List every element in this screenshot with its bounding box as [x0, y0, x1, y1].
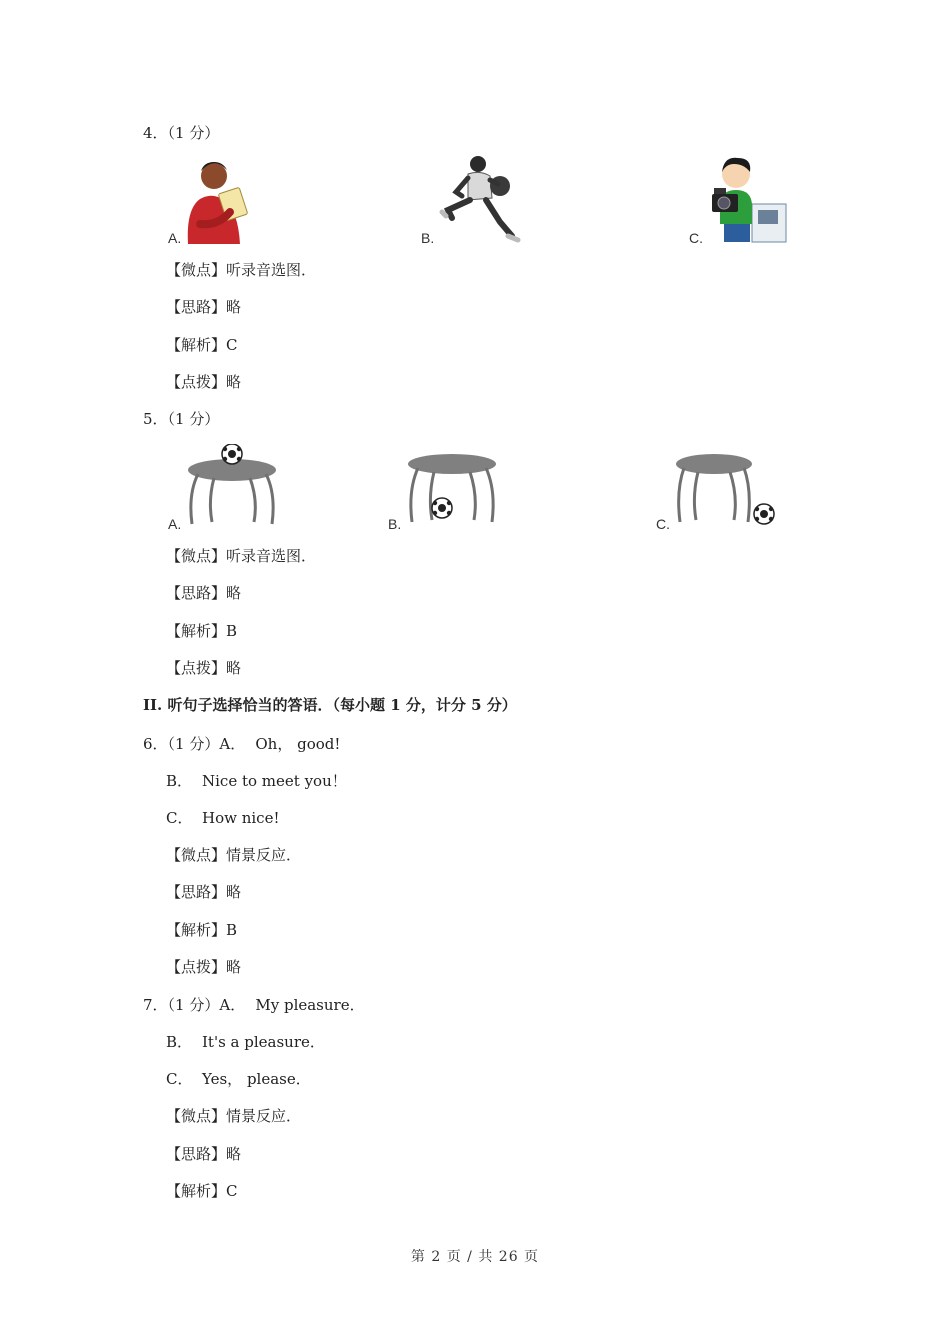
- q7-weidian: 【微点】情景反应．: [166, 1107, 302, 1125]
- q7-option-b: [166, 1032, 325, 1052]
- q7-option-b-text: It's a pleasure．: [202, 1033, 325, 1051]
- q6-weidian: 【微点】情景反应．: [166, 846, 302, 864]
- q5-weidian: 【微点】听录音选图．: [166, 547, 317, 565]
- q7-option-a-text: My pleasure．: [255, 996, 365, 1014]
- q5-dianbo: 【点拨】略: [166, 659, 242, 677]
- q6-silu: 【思路】略: [166, 883, 242, 901]
- q6-header-line: [143, 734, 340, 754]
- q6-option-b: [166, 771, 347, 791]
- q4-silu: 【思路】略: [166, 298, 242, 316]
- q6-header: 6．（1 分）: [143, 735, 220, 753]
- camera-boy-image: [704, 154, 790, 246]
- q5-header: 5．（1 分）: [143, 410, 220, 428]
- q4-header: 4．（1 分）: [143, 124, 220, 142]
- q6-option-a-letter: A．: [219, 735, 246, 753]
- basketball-player-image: [438, 152, 524, 244]
- q5-option-a-label: A.: [168, 516, 182, 532]
- q4-dianbo: 【点拨】略: [166, 373, 242, 391]
- q4-option-c-label: C.: [689, 230, 703, 246]
- page-footer: 第 2 页 / 共 26 页: [410, 1249, 540, 1265]
- q7-option-c: [166, 1069, 311, 1089]
- q5-silu: 【思路】略: [166, 584, 242, 602]
- q4-weidian: 【微点】听录音选图．: [166, 261, 317, 279]
- q7-silu: 【思路】略: [166, 1145, 242, 1163]
- q7-header-line: [143, 995, 365, 1015]
- q7-option-a-letter: A．: [219, 996, 246, 1014]
- q6-option-b-letter: B．: [166, 772, 193, 790]
- q7-option-c-text: Yes， please．: [202, 1070, 311, 1088]
- q4-jiexi: 【解析】C: [166, 336, 238, 354]
- q6-dianbo: 【点拨】略: [166, 958, 242, 976]
- q5-jiexi: 【解析】B: [166, 622, 238, 640]
- section-2-title: II. 听句子选择恰当的答语．（每小题 1 分，计分 5 分）: [143, 696, 517, 714]
- q7-option-b-letter: B．: [166, 1033, 193, 1051]
- table-ball-beside-image: [672, 450, 782, 530]
- reading-man-image: [180, 154, 260, 246]
- q5-option-b-label: B.: [388, 516, 402, 532]
- q7-header: 7．（1 分）: [143, 996, 220, 1014]
- q6-option-c: [166, 808, 279, 828]
- q6-option-b-text: Nice to meet you！: [202, 772, 347, 790]
- q6-option-a-text: Oh， good!: [255, 735, 341, 753]
- q4-option-a-label: A.: [168, 230, 182, 246]
- q6-jiexi: 【解析】B: [166, 921, 238, 939]
- q5-option-c-label: C.: [656, 516, 670, 532]
- q7-jiexi: 【解析】C: [166, 1182, 238, 1200]
- q6-option-c-text: How nice!: [202, 809, 280, 827]
- q7-option-c-letter: C．: [166, 1070, 193, 1088]
- table-ball-on-image: [184, 444, 280, 530]
- table-ball-under-image: [404, 450, 500, 530]
- q6-option-c-letter: C．: [166, 809, 193, 827]
- q4-option-b-label: B.: [421, 230, 435, 246]
